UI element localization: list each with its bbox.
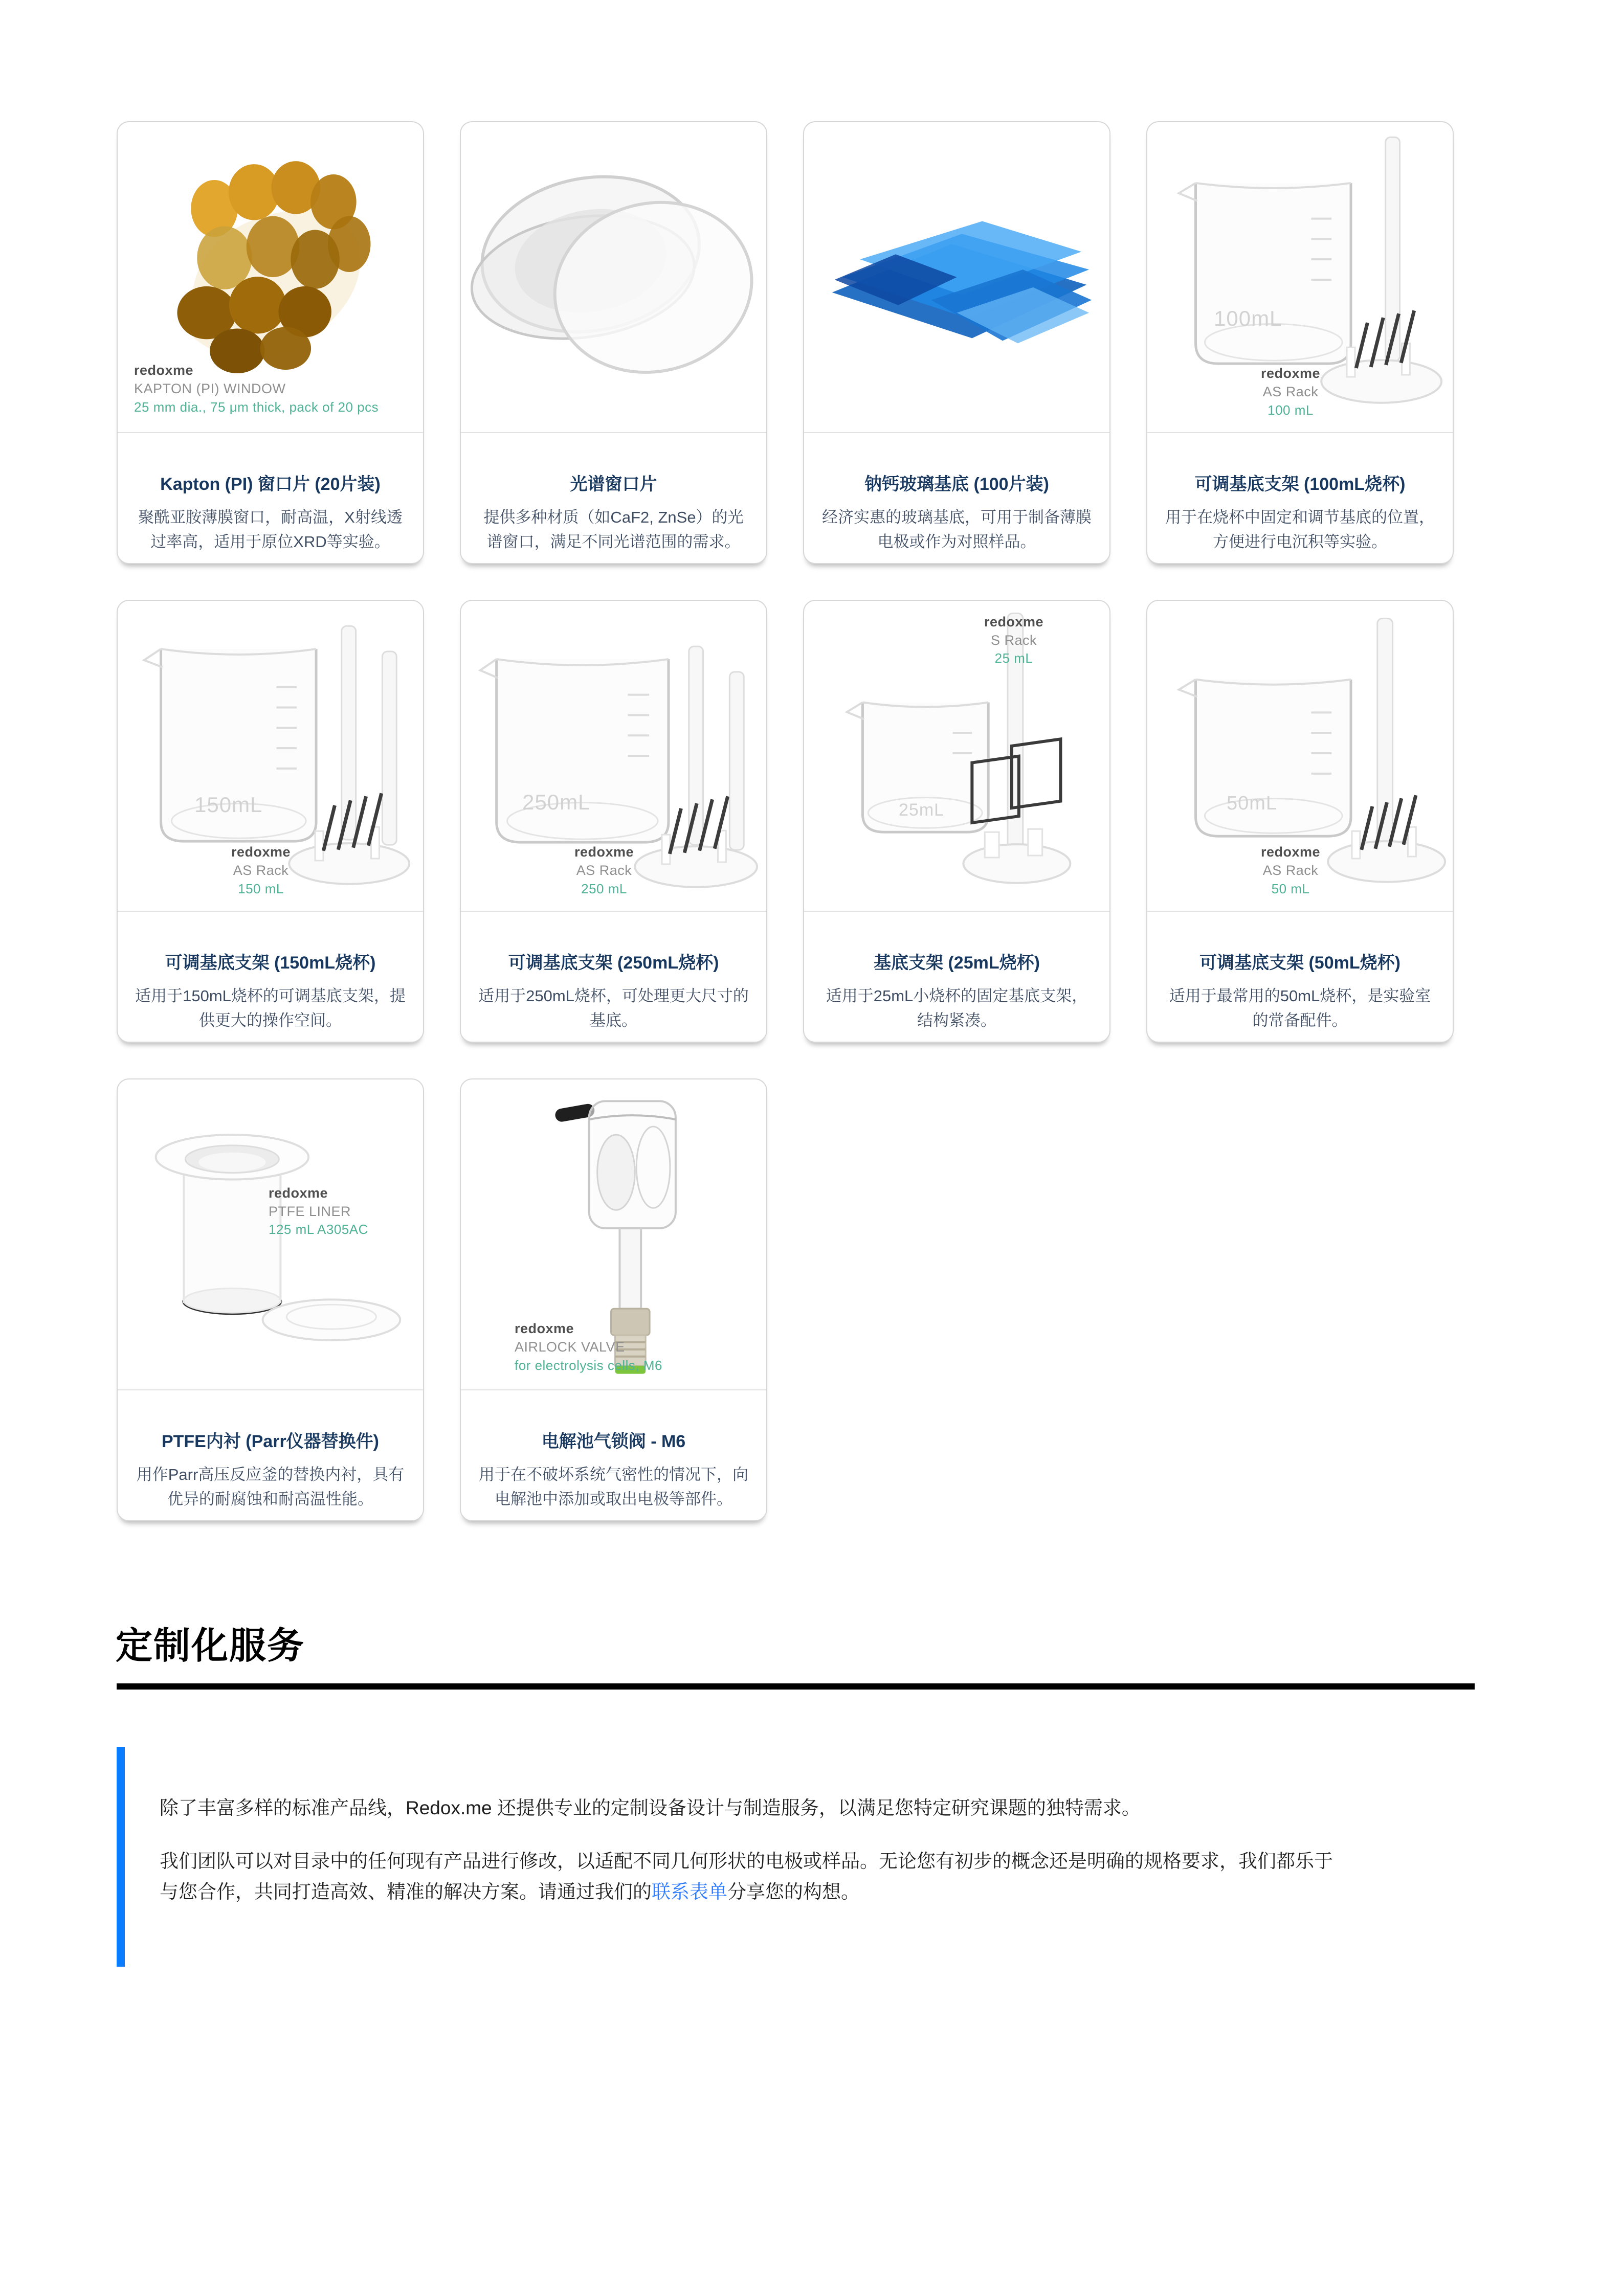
card-divider — [461, 1389, 766, 1390]
product-name-label: KAPTON (PI) WINDOW — [134, 381, 286, 397]
product-title: PTFE内衬 (Parr仪器替换件) — [161, 1432, 380, 1451]
product-card-glass-substrate — [803, 121, 1110, 564]
product-title: 电解池气锁阀 - M6 — [541, 1432, 686, 1451]
product-image-as-rack-150 — [118, 601, 423, 911]
product-title: 可调基底支架 (250mL烧杯) — [508, 953, 719, 973]
card-divider — [461, 432, 766, 433]
brand-label: redoxme — [1260, 844, 1321, 860]
product-title: 基底支架 (25mL烧杯) — [874, 953, 1040, 973]
brand-label: redoxme — [231, 844, 291, 860]
paragraph-text: 分享您的构想。 — [727, 1881, 860, 1902]
card-divider — [1147, 911, 1453, 912]
product-description: 聚酰亚胺薄膜窗口，耐高温，X射线透过率高，适用于原位XRD等实验。 — [138, 508, 403, 551]
product-image-spectro-window — [461, 122, 766, 432]
product-title: 可调基底支架 (100mL烧杯) — [1194, 475, 1406, 494]
brand-label: redoxme — [269, 1185, 328, 1201]
product-spec-label: 150 mL — [238, 881, 284, 896]
heading-rule — [117, 1683, 1475, 1690]
paragraph-text: 我们团队可以对目录中的任何现有产品进行修改，以适配不同几何形状的电极或样品。无论您有初步的概念还是明确的规格要求，我们都乐于与您合作，共同打造高效、精准的解决方案。请通过我们的 — [160, 1850, 1333, 1902]
card-divider — [1147, 432, 1453, 433]
product-title: 可调基底支架 (150mL烧杯) — [165, 953, 376, 973]
card-divider — [461, 911, 766, 912]
product-spec-label: 25 mm dia., 75 μm thick, pack of 20 pcs — [134, 399, 379, 415]
product-card-ptfe-liner — [117, 1078, 424, 1521]
product-card-kapton-window — [117, 121, 424, 564]
photo-caption — [940, 613, 1088, 667]
product-image-airlock-valve — [461, 1079, 766, 1389]
card-divider — [804, 432, 1109, 433]
product-spec-label: 25 mL — [994, 650, 1033, 666]
product-image-glass-substrate — [804, 122, 1109, 432]
card-divider — [804, 911, 1109, 912]
product-name-label: AS Rack — [1262, 863, 1319, 879]
product-card-spectro-window — [460, 121, 767, 564]
photo-caption — [1224, 843, 1357, 897]
product-title: 可调基底支架 (50mL烧杯) — [1199, 953, 1400, 973]
product-title: 钠钙玻璃基底 (100片装) — [864, 475, 1049, 494]
product-spec-label: 125 mL A305AC — [269, 1222, 368, 1237]
product-card-as-rack-250 — [460, 600, 767, 1043]
brand-label: redoxme — [515, 1321, 574, 1337]
section-heading-customization: 定制化服务 — [116, 1626, 305, 1667]
product-grid — [117, 121, 1454, 1521]
product-card-as-rack-100 — [1146, 121, 1454, 564]
beaker-volume-label: 25mL — [899, 800, 945, 820]
photo-caption — [194, 843, 327, 897]
product-name-label: S Rack — [990, 632, 1037, 648]
beaker-volume-label: 150mL — [194, 793, 263, 817]
photo-caption — [134, 362, 379, 416]
product-image-kapton-window — [118, 122, 423, 432]
contact-form-link[interactable]: 联系表单 — [652, 1881, 727, 1902]
product-description: 适用于250mL烧杯，可处理更大尺寸的基底。 — [478, 986, 749, 1029]
product-description: 适用于最常用的50mL烧杯，是实验室的常备配件。 — [1169, 986, 1431, 1029]
photo-caption — [1224, 365, 1357, 419]
brand-label: redoxme — [984, 614, 1044, 629]
product-spec-label: 50 mL — [1271, 881, 1310, 896]
product-spec-label: 250 mL — [581, 881, 627, 896]
product-image-s-rack-25 — [804, 601, 1109, 911]
product-image-ptfe-liner — [118, 1079, 423, 1389]
beaker-volume-label: 50mL — [1227, 793, 1278, 814]
catalog-page — [117, 121, 1477, 1967]
product-description: 用于在不破坏系统气密性的情况下，向电解池中添加或取出电极等部件。 — [479, 1465, 748, 1508]
brand-label: redoxme — [574, 844, 634, 860]
card-divider — [118, 432, 423, 433]
customization-paragraph-1 — [160, 1793, 1351, 1824]
product-spec-label: 100 mL — [1268, 402, 1314, 418]
product-title: Kapton (PI) 窗口片 (20片装) — [160, 475, 381, 494]
product-description: 提供多种材质（如CaF2, ZnSe）的光谱窗口，满足不同光谱范围的需求。 — [483, 508, 744, 551]
product-description: 适用于150mL烧杯的可调基底支架，提供更大的操作空间。 — [135, 986, 406, 1029]
product-image-as-rack-100 — [1147, 122, 1453, 432]
product-title: 光谱窗口片 — [570, 475, 657, 494]
product-name-label: AS Rack — [233, 863, 289, 879]
customization-note — [117, 1747, 1436, 1967]
product-card-as-rack-150 — [117, 600, 424, 1043]
product-description: 经济实惠的玻璃基底，可用于制备薄膜电极或作为对照样品。 — [822, 508, 1092, 551]
product-image-as-rack-250 — [461, 601, 766, 911]
product-name-label: AS Rack — [576, 863, 632, 879]
product-image-as-rack-50 — [1147, 601, 1453, 911]
glass-discs-illustration — [461, 122, 766, 432]
brand-label: redoxme — [134, 363, 194, 378]
product-name-label: AIRLOCK VALVE — [515, 1339, 625, 1355]
product-name-label: PTFE LINER — [269, 1203, 351, 1219]
product-card-as-rack-50 — [1146, 600, 1454, 1043]
photo-caption — [515, 1320, 662, 1374]
product-description: 适用于25mL小烧杯的固定基底支架，结构紧凑。 — [826, 986, 1088, 1029]
photo-caption — [538, 843, 671, 897]
product-card-airlock-valve — [460, 1078, 767, 1521]
card-divider — [118, 911, 423, 912]
customization-paragraph-2 — [160, 1846, 1351, 1907]
product-description: 用作Parr高压反应釜的替换内衬，具有优异的耐腐蚀和耐高温性能。 — [136, 1465, 405, 1508]
card-divider — [118, 1389, 423, 1390]
photo-caption — [269, 1184, 368, 1239]
beaker-volume-label: 250mL — [522, 790, 591, 814]
product-spec-label: for electrolysis cells, M6 — [515, 1357, 662, 1373]
product-description: 用于在烧杯中固定和调节基底的位置，方便进行电沉积等实验。 — [1165, 508, 1435, 551]
product-card-s-rack-25 — [803, 600, 1110, 1043]
brand-label: redoxme — [1260, 366, 1321, 381]
beaker-volume-label: 100mL — [1214, 306, 1282, 330]
blue-glass-illustration — [804, 122, 1109, 432]
paragraph-text: 除了丰富多样的标准产品线，Redox.me 还提供专业的定制设备设计与制造服务，以满足您特定研究课题的独特需求。 — [160, 1797, 1141, 1818]
product-name-label: AS Rack — [1262, 384, 1319, 400]
